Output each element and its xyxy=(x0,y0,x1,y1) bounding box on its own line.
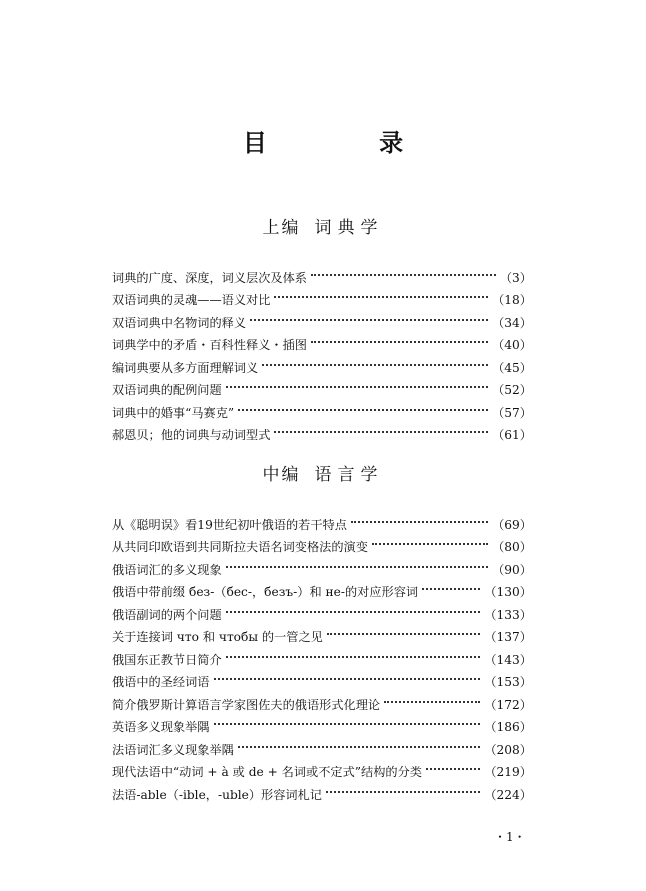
dot-leader xyxy=(238,394,488,417)
toc-entry-title: 词典中的婚事“马赛克” xyxy=(112,405,235,420)
dot-leader xyxy=(351,506,488,529)
toc-entry-page: （137） xyxy=(484,630,532,644)
dot-leader xyxy=(384,686,480,709)
toc-entry-page: （45） xyxy=(492,360,532,375)
toc-entry-title: 俄语副词的两个问题 xyxy=(112,607,222,622)
dot-leader xyxy=(311,327,488,350)
dot-leader xyxy=(372,529,488,552)
toc-entry-page: （130） xyxy=(484,585,532,599)
toc-entry-title: 现代法语中“动词 + à 或 de + 名词或不定式”结构的分类 xyxy=(112,765,422,779)
toc-entry-page: （80） xyxy=(492,540,532,554)
page-title: 目 录 xyxy=(242,128,456,157)
toc-entry-page: （133） xyxy=(484,607,532,622)
toc-entry[interactable] xyxy=(112,506,532,532)
section-part-label: 中编 xyxy=(262,465,301,485)
toc-entry-page: （208） xyxy=(484,742,532,757)
dot-leader xyxy=(226,551,488,574)
toc-entry-page: （57） xyxy=(492,405,532,420)
toc-entry-page: （69） xyxy=(492,517,532,532)
toc-entry-title: 俄语中带前缀 без-（бес-，безъ-）和 не-的对应形容词 xyxy=(112,585,419,599)
toc-entry-title: 法语-able（-ible，-uble）形容词札记 xyxy=(112,787,322,802)
toc-entry-title: 法语词汇多义现象举隅 xyxy=(112,742,234,757)
toc-entry-page: （153） xyxy=(484,675,532,689)
toc-entry-title: 编词典要从多方面理解词义 xyxy=(112,360,259,375)
toc-entry-title: 双语词典中名物词的释义 xyxy=(112,315,247,330)
toc-entry-page: （90） xyxy=(492,562,532,577)
toc-entry-title: 双语词典的配例问题 xyxy=(112,383,222,397)
section-heading-upper xyxy=(0,217,646,239)
toc-entry-title: 词典学中的矛盾・百科性释义・插图 xyxy=(112,338,307,352)
toc-entry-page: （52） xyxy=(492,383,532,397)
dot-leader xyxy=(422,574,480,597)
dot-leader xyxy=(262,349,488,372)
toc-entry-title: 郝恩贝；他的词典与动词型式 xyxy=(112,428,271,442)
toc-entry-page: （219） xyxy=(484,765,532,779)
toc-entry-title: 词典的广度、深度，词义层次及体系 xyxy=(112,270,307,285)
toc-entry-title: 英语多义现象举隅 xyxy=(112,720,210,734)
toc-entry-title: 俄国东正教节日简介 xyxy=(112,652,222,667)
section-heading-middle xyxy=(0,464,646,486)
dot-leader xyxy=(274,282,488,305)
dot-leader xyxy=(311,259,496,282)
toc-entry-page: （172） xyxy=(484,697,532,712)
dot-leader xyxy=(426,754,480,777)
page-number: ・1・ xyxy=(494,830,526,844)
toc-entry-title: 关于连接词 что 和 чтобы 的一管之见 xyxy=(112,630,323,644)
toc-entry-title: 从《聪明误》看19世纪初叶俄语的若干特点 xyxy=(112,517,347,532)
section-part-label: 上编 xyxy=(262,218,301,238)
toc-entry-page: （40） xyxy=(492,338,532,352)
toc-entry-title: 简介俄罗斯计算语言学家图佐夫的俄语形式化理论 xyxy=(112,697,381,712)
dot-leader xyxy=(326,776,480,799)
section-name-label: 语言学 xyxy=(314,465,384,485)
dot-leader xyxy=(327,619,480,642)
dot-leader xyxy=(274,417,488,440)
toc-entry-page: （61） xyxy=(492,428,532,442)
toc-entry[interactable] xyxy=(112,259,532,285)
toc-entry-title: 俄语词汇的多义现象 xyxy=(112,562,222,577)
dot-leader xyxy=(226,596,481,619)
toc-list-upper xyxy=(112,259,532,442)
toc-entry-title: 俄语中的圣经词语 xyxy=(112,675,210,689)
dot-leader xyxy=(226,641,481,664)
toc-entry-page: （34） xyxy=(492,315,532,330)
dot-leader xyxy=(238,731,480,754)
toc-list-middle xyxy=(112,506,532,802)
dot-leader xyxy=(214,664,481,687)
toc-entry-page: （3） xyxy=(499,270,532,285)
toc-entry-page: （18） xyxy=(492,293,532,307)
section-name-label: 词典学 xyxy=(314,218,384,238)
toc-entry-title: 双语词典的灵魂——语义对比 xyxy=(112,293,271,307)
dot-leader xyxy=(214,709,481,732)
toc-entry-page: （186） xyxy=(484,720,532,734)
toc-entry-page: （224） xyxy=(484,787,532,802)
dot-leader xyxy=(250,304,488,327)
dot-leader xyxy=(226,372,488,395)
toc-entry-title: 从共同印欧语到共同斯拉夫语名词变格法的演变 xyxy=(112,540,368,554)
toc-entry-page: （143） xyxy=(484,652,532,667)
